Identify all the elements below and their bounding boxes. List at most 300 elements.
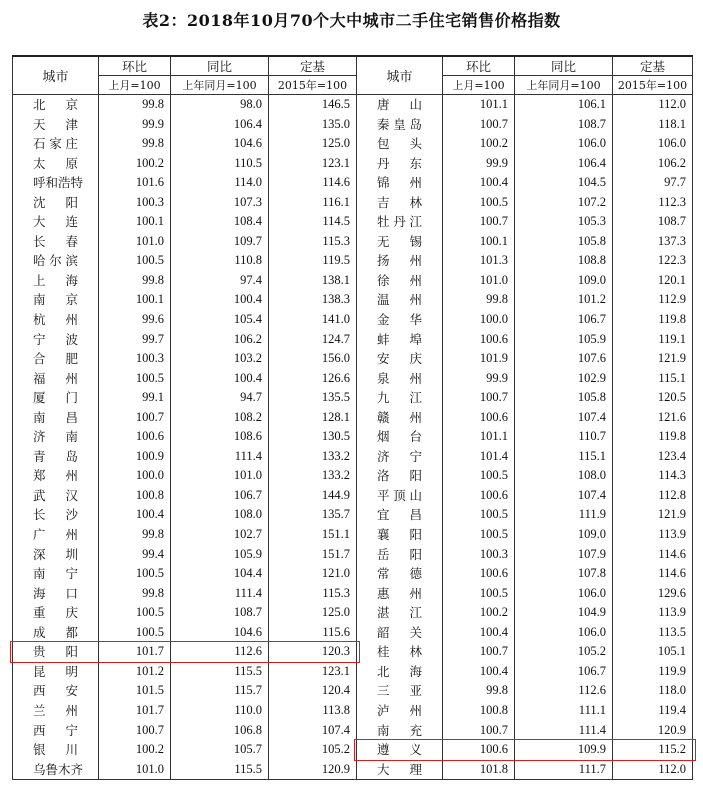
- value-cell: 108.8: [515, 251, 613, 271]
- value-cell: 123.1: [269, 154, 357, 174]
- table-row: [13, 740, 693, 760]
- value-cell: 129.6: [613, 584, 693, 604]
- value-cell: 101.0: [99, 232, 171, 252]
- value-cell: 99.4: [99, 545, 171, 565]
- table-row: [13, 603, 693, 623]
- value-cell: 99.1: [99, 388, 171, 408]
- value-cell: 106.0: [613, 134, 693, 154]
- table-row: [13, 623, 693, 643]
- value-cell: 101.0: [443, 271, 515, 291]
- value-cell: 101.4: [443, 447, 515, 467]
- value-cell: 99.7: [99, 330, 171, 350]
- header-mom-sub-left: 上月=100: [99, 76, 171, 95]
- value-cell: 112.6: [515, 681, 613, 701]
- header-yoy-right: 同比: [515, 56, 613, 76]
- value-cell: 114.0: [171, 173, 269, 193]
- city-cell: 重 庆: [13, 603, 99, 623]
- value-cell: 115.1: [613, 369, 693, 389]
- value-cell: 100.7: [99, 721, 171, 741]
- value-cell: 100.0: [443, 310, 515, 330]
- value-cell: 122.3: [613, 251, 693, 271]
- value-cell: 113.8: [269, 701, 357, 721]
- value-cell: 101.2: [515, 290, 613, 310]
- value-cell: 120.1: [613, 271, 693, 291]
- value-cell: 108.6: [171, 427, 269, 447]
- value-cell: 115.6: [269, 623, 357, 643]
- value-cell: 100.6: [443, 330, 515, 350]
- value-cell: 109.0: [515, 271, 613, 291]
- value-cell: 119.5: [269, 251, 357, 271]
- table-row: [13, 232, 693, 252]
- city-cell: 无 锡: [357, 232, 443, 252]
- city-cell: 泸 州: [357, 701, 443, 721]
- city-cell: 贵 阳: [13, 642, 99, 662]
- table-row: [13, 134, 693, 154]
- header-yoy-sub-left: 上年同月=100: [171, 76, 269, 95]
- value-cell: 101.1: [443, 427, 515, 447]
- city-cell: 银 川: [13, 740, 99, 760]
- value-cell: 111.9: [515, 505, 613, 525]
- value-cell: 108.4: [171, 212, 269, 232]
- table-row: [13, 408, 693, 428]
- city-cell: 宁 波: [13, 330, 99, 350]
- value-cell: 100.9: [99, 447, 171, 467]
- city-cell: 武 汉: [13, 486, 99, 506]
- value-cell: 100.2: [443, 603, 515, 623]
- value-cell: 101.0: [99, 760, 171, 780]
- value-cell: 100.5: [99, 564, 171, 584]
- city-cell: 宜 昌: [357, 505, 443, 525]
- table-row: [13, 388, 693, 408]
- value-cell: 100.2: [99, 154, 171, 174]
- city-cell: 丹 东: [357, 154, 443, 174]
- value-cell: 100.3: [443, 545, 515, 565]
- value-cell: 113.5: [613, 623, 693, 643]
- city-cell: 九 江: [357, 388, 443, 408]
- value-cell: 100.7: [443, 115, 515, 135]
- value-cell: 119.4: [613, 701, 693, 721]
- value-cell: 105.9: [171, 545, 269, 565]
- table-row: [13, 310, 693, 330]
- city-cell: 蚌 埠: [357, 330, 443, 350]
- value-cell: 106.2: [613, 154, 693, 174]
- value-cell: 112.0: [613, 95, 693, 115]
- value-cell: 99.8: [443, 681, 515, 701]
- value-cell: 105.3: [515, 212, 613, 232]
- value-cell: 99.8: [99, 95, 171, 115]
- value-cell: 100.6: [443, 408, 515, 428]
- city-cell: 呼和浩特: [13, 173, 99, 193]
- value-cell: 107.6: [515, 349, 613, 369]
- header-base-sub-left: 2015年=100: [269, 76, 357, 95]
- value-cell: 99.9: [443, 154, 515, 174]
- table-title: 表2：2018年10月70个大中城市二手住宅销售价格指数: [142, 11, 561, 30]
- value-cell: 130.5: [269, 427, 357, 447]
- value-cell: 106.7: [515, 662, 613, 682]
- city-cell: 南 宁: [13, 564, 99, 584]
- table-body: [13, 95, 693, 780]
- value-cell: 120.9: [269, 760, 357, 780]
- value-cell: 101.5: [99, 681, 171, 701]
- value-cell: 100.7: [443, 642, 515, 662]
- header-base-sub-right: 2015年=100: [613, 76, 693, 95]
- city-cell: 金 华: [357, 310, 443, 330]
- city-cell: 北 海: [357, 662, 443, 682]
- city-cell: 惠 州: [357, 584, 443, 604]
- city-cell: 遵 义: [357, 740, 443, 760]
- value-cell: 100.5: [443, 505, 515, 525]
- value-cell: 98.0: [171, 95, 269, 115]
- city-cell: 南 京: [13, 290, 99, 310]
- value-cell: 100.5: [443, 584, 515, 604]
- value-cell: 104.6: [171, 134, 269, 154]
- value-cell: 120.4: [269, 681, 357, 701]
- value-cell: 106.1: [515, 95, 613, 115]
- header-city-left: 城市: [13, 56, 99, 95]
- value-cell: 99.6: [99, 310, 171, 330]
- value-cell: 121.0: [269, 564, 357, 584]
- value-cell: 112.8: [613, 486, 693, 506]
- value-cell: 114.5: [269, 212, 357, 232]
- value-cell: 106.0: [515, 623, 613, 643]
- value-cell: 125.0: [269, 134, 357, 154]
- value-cell: 110.0: [171, 701, 269, 721]
- value-cell: 100.5: [443, 525, 515, 545]
- value-cell: 111.7: [515, 760, 613, 780]
- value-cell: 101.3: [443, 251, 515, 271]
- value-cell: 100.6: [443, 740, 515, 760]
- value-cell: 107.4: [515, 408, 613, 428]
- city-cell: 济 南: [13, 427, 99, 447]
- value-cell: 100.5: [443, 466, 515, 486]
- city-cell: 桂 林: [357, 642, 443, 662]
- value-cell: 104.6: [171, 623, 269, 643]
- city-cell: 昆 明: [13, 662, 99, 682]
- value-cell: 120.9: [613, 721, 693, 741]
- city-cell: 徐 州: [357, 271, 443, 291]
- value-cell: 107.4: [269, 721, 357, 741]
- value-cell: 108.2: [171, 408, 269, 428]
- city-cell: 北 京: [13, 95, 99, 115]
- value-cell: 156.0: [269, 349, 357, 369]
- value-cell: 100.1: [99, 212, 171, 232]
- value-cell: 106.4: [515, 154, 613, 174]
- city-cell: 烟 台: [357, 427, 443, 447]
- city-cell: 成 都: [13, 623, 99, 643]
- value-cell: 120.3: [269, 642, 357, 662]
- city-cell: 平顶山: [357, 486, 443, 506]
- value-cell: 125.0: [269, 603, 357, 623]
- value-cell: 100.4: [443, 662, 515, 682]
- city-cell: 天 津: [13, 115, 99, 135]
- city-cell: 长 春: [13, 232, 99, 252]
- header-yoy-sub-right: 上年同月=100: [515, 76, 613, 95]
- header-base-right: 定基: [613, 56, 693, 76]
- value-cell: 102.7: [171, 525, 269, 545]
- value-cell: 99.9: [443, 369, 515, 389]
- table-row: [13, 95, 693, 115]
- city-cell: 西 宁: [13, 721, 99, 741]
- value-cell: 111.4: [171, 447, 269, 467]
- value-cell: 133.2: [269, 447, 357, 467]
- value-cell: 100.4: [443, 173, 515, 193]
- value-cell: 99.9: [99, 115, 171, 135]
- value-cell: 100.5: [99, 623, 171, 643]
- table-row: [13, 330, 693, 350]
- value-cell: 112.9: [613, 290, 693, 310]
- value-cell: 114.6: [613, 545, 693, 565]
- city-cell: 大 连: [13, 212, 99, 232]
- value-cell: 100.1: [99, 290, 171, 310]
- value-cell: 107.9: [515, 545, 613, 565]
- city-cell: 兰 州: [13, 701, 99, 721]
- value-cell: 107.2: [515, 193, 613, 213]
- table-row: [13, 271, 693, 291]
- city-cell: 泉 州: [357, 369, 443, 389]
- value-cell: 135.5: [269, 388, 357, 408]
- value-cell: 115.3: [269, 232, 357, 252]
- city-cell: 杭 州: [13, 310, 99, 330]
- value-cell: 151.1: [269, 525, 357, 545]
- value-cell: 112.0: [613, 760, 693, 780]
- value-cell: 111.4: [515, 721, 613, 741]
- city-cell: 扬 州: [357, 251, 443, 271]
- city-cell: 洛 阳: [357, 466, 443, 486]
- value-cell: 138.1: [269, 271, 357, 291]
- value-cell: 107.8: [515, 564, 613, 584]
- table-row: [13, 525, 693, 545]
- table-row: [13, 760, 693, 780]
- value-cell: 121.9: [613, 349, 693, 369]
- value-cell: 106.4: [171, 115, 269, 135]
- value-cell: 113.9: [613, 525, 693, 545]
- table-row: [13, 642, 693, 662]
- value-cell: 111.1: [515, 701, 613, 721]
- value-cell: 100.5: [99, 603, 171, 623]
- table-row: [13, 584, 693, 604]
- value-cell: 105.4: [171, 310, 269, 330]
- value-cell: 109.7: [171, 232, 269, 252]
- table-row: [13, 721, 693, 741]
- value-cell: 100.7: [99, 408, 171, 428]
- value-cell: 126.6: [269, 369, 357, 389]
- value-cell: 100.3: [99, 193, 171, 213]
- value-cell: 105.2: [515, 642, 613, 662]
- city-cell: 常 德: [357, 564, 443, 584]
- value-cell: 97.4: [171, 271, 269, 291]
- value-cell: 99.8: [99, 584, 171, 604]
- city-cell: 上 海: [13, 271, 99, 291]
- city-cell: 西 安: [13, 681, 99, 701]
- city-cell: 哈尔滨: [13, 251, 99, 271]
- value-cell: 100.8: [99, 486, 171, 506]
- value-cell: 119.8: [613, 310, 693, 330]
- city-cell: 岳 阳: [357, 545, 443, 565]
- value-cell: 103.2: [171, 349, 269, 369]
- value-cell: 101.0: [171, 466, 269, 486]
- city-cell: 湛 江: [357, 603, 443, 623]
- value-cell: 133.2: [269, 466, 357, 486]
- value-cell: 100.1: [443, 232, 515, 252]
- table-row: [13, 251, 693, 271]
- value-cell: 107.4: [515, 486, 613, 506]
- value-cell: 105.7: [171, 740, 269, 760]
- value-cell: 115.5: [171, 662, 269, 682]
- city-cell: 厦 门: [13, 388, 99, 408]
- value-cell: 101.9: [443, 349, 515, 369]
- value-cell: 119.8: [613, 427, 693, 447]
- value-cell: 94.7: [171, 388, 269, 408]
- header-base-left: 定基: [269, 56, 357, 76]
- value-cell: 123.4: [613, 447, 693, 467]
- value-cell: 100.6: [443, 486, 515, 506]
- header-mom-left: 环比: [99, 56, 171, 76]
- value-cell: 115.5: [171, 760, 269, 780]
- city-cell: 海 口: [13, 584, 99, 604]
- value-cell: 101.7: [99, 701, 171, 721]
- value-cell: 101.1: [443, 95, 515, 115]
- value-cell: 109.9: [515, 740, 613, 760]
- value-cell: 109.0: [515, 525, 613, 545]
- value-cell: 119.1: [613, 330, 693, 350]
- value-cell: 110.5: [171, 154, 269, 174]
- price-index-table: [12, 55, 693, 780]
- city-cell: 石家庄: [13, 134, 99, 154]
- value-cell: 135.7: [269, 505, 357, 525]
- value-cell: 106.8: [171, 721, 269, 741]
- value-cell: 100.8: [443, 701, 515, 721]
- value-cell: 106.7: [515, 310, 613, 330]
- table-row: [13, 427, 693, 447]
- value-cell: 108.7: [613, 212, 693, 232]
- table-row: [13, 173, 693, 193]
- value-cell: 104.4: [171, 564, 269, 584]
- value-cell: 112.6: [171, 642, 269, 662]
- value-cell: 151.7: [269, 545, 357, 565]
- value-cell: 114.6: [269, 173, 357, 193]
- value-cell: 101.8: [443, 760, 515, 780]
- table-row: [13, 564, 693, 584]
- city-cell: 秦皇岛: [357, 115, 443, 135]
- value-cell: 106.0: [515, 584, 613, 604]
- value-cell: 105.8: [515, 388, 613, 408]
- city-cell: 赣 州: [357, 408, 443, 428]
- city-cell: 郑 州: [13, 466, 99, 486]
- value-cell: 100.6: [443, 564, 515, 584]
- value-cell: 106.2: [171, 330, 269, 350]
- value-cell: 124.7: [269, 330, 357, 350]
- value-cell: 115.2: [613, 740, 693, 760]
- value-cell: 111.4: [171, 584, 269, 604]
- city-cell: 深 圳: [13, 545, 99, 565]
- city-cell: 唐 山: [357, 95, 443, 115]
- table-row: [13, 486, 693, 506]
- city-cell: 三 亚: [357, 681, 443, 701]
- value-cell: 108.0: [515, 466, 613, 486]
- table-row: [13, 154, 693, 174]
- value-cell: 128.1: [269, 408, 357, 428]
- value-cell: 108.7: [171, 603, 269, 623]
- value-cell: 101.2: [99, 662, 171, 682]
- city-cell: 大 理: [357, 760, 443, 780]
- value-cell: 112.3: [613, 193, 693, 213]
- value-cell: 120.5: [613, 388, 693, 408]
- city-cell: 南 昌: [13, 408, 99, 428]
- value-cell: 107.3: [171, 193, 269, 213]
- header-mom-right: 环比: [443, 56, 515, 76]
- city-cell: 包 头: [357, 134, 443, 154]
- value-cell: 108.0: [171, 505, 269, 525]
- table-row: [13, 505, 693, 525]
- city-cell: 福 州: [13, 369, 99, 389]
- value-cell: 99.8: [443, 290, 515, 310]
- table-row: [13, 701, 693, 721]
- value-cell: 115.3: [269, 584, 357, 604]
- value-cell: 100.7: [443, 721, 515, 741]
- value-cell: 106.7: [171, 486, 269, 506]
- value-cell: 113.9: [613, 603, 693, 623]
- value-cell: 144.9: [269, 486, 357, 506]
- value-cell: 100.0: [99, 466, 171, 486]
- value-cell: 121.6: [613, 408, 693, 428]
- table-row: [13, 349, 693, 369]
- value-cell: 118.1: [613, 115, 693, 135]
- city-cell: 襄 阳: [357, 525, 443, 545]
- value-cell: 99.8: [99, 134, 171, 154]
- city-cell: 韶 关: [357, 623, 443, 643]
- city-cell: 合 肥: [13, 349, 99, 369]
- value-cell: 97.7: [613, 173, 693, 193]
- value-cell: 135.0: [269, 115, 357, 135]
- value-cell: 99.8: [99, 271, 171, 291]
- value-cell: 141.0: [269, 310, 357, 330]
- header-yoy-left: 同比: [171, 56, 269, 76]
- value-cell: 118.0: [613, 681, 693, 701]
- value-cell: 115.1: [515, 447, 613, 467]
- value-cell: 114.3: [613, 466, 693, 486]
- value-cell: 100.7: [443, 212, 515, 232]
- value-cell: 102.9: [515, 369, 613, 389]
- value-cell: 100.5: [99, 369, 171, 389]
- value-cell: 137.3: [613, 232, 693, 252]
- value-cell: 100.7: [443, 388, 515, 408]
- value-cell: 116.1: [269, 193, 357, 213]
- value-cell: 100.2: [99, 740, 171, 760]
- value-cell: 100.4: [443, 623, 515, 643]
- table-row: [13, 447, 693, 467]
- city-cell: 南 充: [357, 721, 443, 741]
- city-cell: 牡丹江: [357, 212, 443, 232]
- value-cell: 105.8: [515, 232, 613, 252]
- table-row: [13, 193, 693, 213]
- value-cell: 100.4: [99, 505, 171, 525]
- value-cell: 121.9: [613, 505, 693, 525]
- table-row: [13, 369, 693, 389]
- value-cell: 100.5: [99, 251, 171, 271]
- city-cell: 青 岛: [13, 447, 99, 467]
- table-row: [13, 115, 693, 135]
- table-row: [13, 681, 693, 701]
- city-cell: 太 原: [13, 154, 99, 174]
- value-cell: 115.7: [171, 681, 269, 701]
- value-cell: 100.5: [443, 193, 515, 213]
- city-cell: 锦 州: [357, 173, 443, 193]
- value-cell: 100.6: [99, 427, 171, 447]
- value-cell: 100.3: [99, 349, 171, 369]
- value-cell: 138.3: [269, 290, 357, 310]
- value-cell: 105.1: [613, 642, 693, 662]
- value-cell: 110.7: [515, 427, 613, 447]
